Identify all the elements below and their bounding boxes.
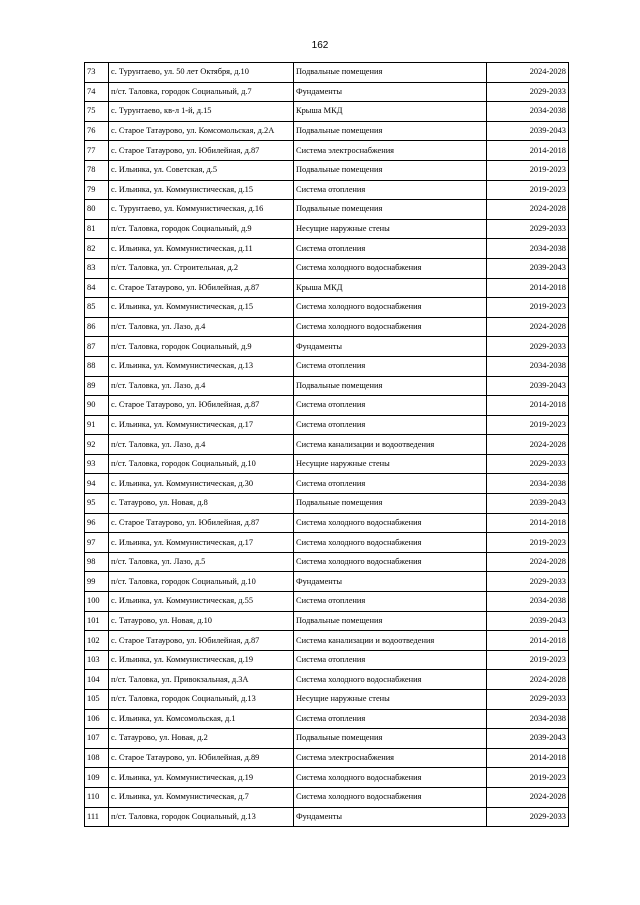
row-number-cell: 87	[85, 337, 109, 357]
row-number-cell: 76	[85, 121, 109, 141]
table-row	[85, 454, 569, 474]
table-row	[85, 552, 569, 572]
address-cell: п/ст. Таловка, ул. Лазо, д.4	[109, 435, 294, 455]
table-row	[85, 807, 569, 827]
address-cell: с. Ильинка, ул. Коммунистическая, д.55	[109, 592, 294, 612]
table-row	[85, 200, 569, 220]
structural-element-cell: Система электроснабжения	[294, 141, 487, 161]
period-cell: 2014-2018	[487, 278, 569, 298]
structural-element-cell: Система канализации и водоотведения	[294, 435, 487, 455]
period-cell: 2034-2038	[487, 709, 569, 729]
table-row	[85, 670, 569, 690]
row-number-cell: 75	[85, 102, 109, 122]
period-cell: 2014-2018	[487, 141, 569, 161]
structural-element-cell: Система холодного водоснабжения	[294, 513, 487, 533]
structural-element-cell: Система холодного водоснабжения	[294, 317, 487, 337]
period-cell: 2029-2033	[487, 572, 569, 592]
period-cell: 2024-2028	[487, 670, 569, 690]
address-cell: с. Старое Татаурово, ул. Юбилейная, д.87	[109, 278, 294, 298]
period-cell: 2034-2038	[487, 102, 569, 122]
row-number-cell: 77	[85, 141, 109, 161]
period-cell: 2039-2043	[487, 494, 569, 514]
structural-element-cell: Подвальные помещения	[294, 494, 487, 514]
address-cell: п/ст. Таловка, ул. Строительная, д.2	[109, 258, 294, 278]
structural-element-cell: Подвальные помещения	[294, 376, 487, 396]
repair-schedule-table	[84, 62, 569, 827]
period-cell: 2019-2023	[487, 415, 569, 435]
row-number-cell: 89	[85, 376, 109, 396]
row-number-cell: 103	[85, 650, 109, 670]
structural-element-cell: Подвальные помещения	[294, 200, 487, 220]
row-number-cell: 83	[85, 258, 109, 278]
period-cell: 2029-2033	[487, 807, 569, 827]
period-cell: 2034-2038	[487, 474, 569, 494]
address-cell: с. Ильинка, ул. Коммунистическая, д.19	[109, 650, 294, 670]
period-cell: 2034-2038	[487, 239, 569, 259]
structural-element-cell: Система отопления	[294, 239, 487, 259]
address-cell: п/ст. Таловка, городок Социальный, д.13	[109, 690, 294, 710]
address-cell: с. Ильинка, ул. Коммунистическая, д.30	[109, 474, 294, 494]
row-number-cell: 93	[85, 454, 109, 474]
table-row	[85, 258, 569, 278]
table-row	[85, 219, 569, 239]
table-row	[85, 298, 569, 318]
table-row	[85, 768, 569, 788]
table-row	[85, 533, 569, 553]
address-cell: с. Ильинка, ул. Комсомольская, д.1	[109, 709, 294, 729]
period-cell: 2039-2043	[487, 729, 569, 749]
row-number-cell: 86	[85, 317, 109, 337]
structural-element-cell: Система отопления	[294, 650, 487, 670]
period-cell: 2039-2043	[487, 258, 569, 278]
address-cell: с. Турунтаево, ул. 50 лет Октября, д.10	[109, 63, 294, 83]
address-cell: п/ст. Таловка, ул. Привокзальная, д.3А	[109, 670, 294, 690]
row-number-cell: 99	[85, 572, 109, 592]
address-cell: с. Турунтаево, ул. Коммунистическая, д.16	[109, 200, 294, 220]
structural-element-cell: Система холодного водоснабжения	[294, 533, 487, 553]
period-cell: 2029-2033	[487, 454, 569, 474]
period-cell: 2014-2018	[487, 631, 569, 651]
row-number-cell: 90	[85, 396, 109, 416]
table-row	[85, 376, 569, 396]
address-cell: с. Ильинка, ул. Коммунистическая, д.17	[109, 415, 294, 435]
structural-element-cell: Система отопления	[294, 356, 487, 376]
table-row	[85, 141, 569, 161]
structural-element-cell: Фундаменты	[294, 337, 487, 357]
address-cell: с. Татаурово, ул. Новая, д.10	[109, 611, 294, 631]
structural-element-cell: Система отопления	[294, 592, 487, 612]
structural-element-cell: Система холодного водоснабжения	[294, 552, 487, 572]
structural-element-cell: Подвальные помещения	[294, 121, 487, 141]
table-row	[85, 513, 569, 533]
row-number-cell: 106	[85, 709, 109, 729]
row-number-cell: 81	[85, 219, 109, 239]
period-cell: 2029-2033	[487, 219, 569, 239]
period-cell: 2014-2018	[487, 396, 569, 416]
structural-element-cell: Система отопления	[294, 180, 487, 200]
period-cell: 2034-2038	[487, 592, 569, 612]
period-cell: 2029-2033	[487, 337, 569, 357]
address-cell: с. Ильинка, ул. Советская, д.5	[109, 160, 294, 180]
address-cell: п/ст. Таловка, городок Социальный, д.9	[109, 219, 294, 239]
address-cell: с. Старое Татаурово, ул. Юбилейная, д.87	[109, 513, 294, 533]
structural-element-cell: Система холодного водоснабжения	[294, 258, 487, 278]
period-cell: 2014-2018	[487, 748, 569, 768]
structural-element-cell: Система канализации и водоотведения	[294, 631, 487, 651]
period-cell: 2024-2028	[487, 200, 569, 220]
structural-element-cell: Система отопления	[294, 709, 487, 729]
row-number-cell: 84	[85, 278, 109, 298]
table-row	[85, 690, 569, 710]
row-number-cell: 78	[85, 160, 109, 180]
row-number-cell: 101	[85, 611, 109, 631]
address-cell: п/ст. Таловка, городок Социальный, д.10	[109, 454, 294, 474]
period-cell: 2019-2023	[487, 298, 569, 318]
period-cell: 2019-2023	[487, 160, 569, 180]
address-cell: с. Ильинка, ул. Коммунистическая, д.13	[109, 356, 294, 376]
address-cell: п/ст. Таловка, ул. Лазо, д.5	[109, 552, 294, 572]
row-number-cell: 79	[85, 180, 109, 200]
structural-element-cell: Система электроснабжения	[294, 748, 487, 768]
period-cell: 2019-2023	[487, 768, 569, 788]
structural-element-cell: Несущие наружные стены	[294, 219, 487, 239]
address-cell: с. Старое Татаурово, ул. Юбилейная, д.87	[109, 396, 294, 416]
row-number-cell: 96	[85, 513, 109, 533]
row-number-cell: 91	[85, 415, 109, 435]
period-cell: 2019-2023	[487, 180, 569, 200]
row-number-cell: 105	[85, 690, 109, 710]
structural-element-cell: Подвальные помещения	[294, 160, 487, 180]
structural-element-cell: Несущие наружные стены	[294, 454, 487, 474]
row-number-cell: 74	[85, 82, 109, 102]
table-row	[85, 239, 569, 259]
table-row	[85, 611, 569, 631]
address-cell: с. Татаурово, ул. Новая, д.8	[109, 494, 294, 514]
structural-element-cell: Система холодного водоснабжения	[294, 670, 487, 690]
period-cell: 2024-2028	[487, 63, 569, 83]
period-cell: 2029-2033	[487, 690, 569, 710]
table-row	[85, 650, 569, 670]
table-row	[85, 63, 569, 83]
table-row	[85, 494, 569, 514]
row-number-cell: 82	[85, 239, 109, 259]
table-row	[85, 415, 569, 435]
table-row	[85, 592, 569, 612]
row-number-cell: 100	[85, 592, 109, 612]
row-number-cell: 102	[85, 631, 109, 651]
table-row	[85, 435, 569, 455]
table-row	[85, 396, 569, 416]
address-cell: с. Старое Татаурово, ул. Юбилейная, д.89	[109, 748, 294, 768]
table-row	[85, 729, 569, 749]
structural-element-cell: Фундаменты	[294, 807, 487, 827]
structural-element-cell: Крыша МКД	[294, 278, 487, 298]
period-cell: 2024-2028	[487, 435, 569, 455]
address-cell: с. Старое Татаурово, ул. Юбилейная, д.87	[109, 631, 294, 651]
row-number-cell: 104	[85, 670, 109, 690]
address-cell: с. Ильинка, ул. Коммунистическая, д.15	[109, 180, 294, 200]
row-number-cell: 85	[85, 298, 109, 318]
structural-element-cell: Подвальные помещения	[294, 729, 487, 749]
row-number-cell: 94	[85, 474, 109, 494]
row-number-cell: 80	[85, 200, 109, 220]
period-cell: 2029-2033	[487, 82, 569, 102]
address-cell: с. Ильинка, ул. Коммунистическая, д.15	[109, 298, 294, 318]
row-number-cell: 73	[85, 63, 109, 83]
address-cell: п/ст. Таловка, городок Социальный, д.7	[109, 82, 294, 102]
address-cell: п/ст. Таловка, городок Социальный, д.9	[109, 337, 294, 357]
table-row	[85, 102, 569, 122]
structural-element-cell: Фундаменты	[294, 82, 487, 102]
structural-element-cell: Система отопления	[294, 415, 487, 435]
structural-element-cell: Подвальные помещения	[294, 611, 487, 631]
period-cell: 2024-2028	[487, 317, 569, 337]
structural-element-cell: Система холодного водоснабжения	[294, 787, 487, 807]
page-number: 162	[311, 40, 329, 51]
address-cell: с. Старое Татаурово, ул. Юбилейная, д.87	[109, 141, 294, 161]
table-row	[85, 631, 569, 651]
structural-element-cell: Система отопления	[294, 474, 487, 494]
address-cell: с. Турунтаево, кв-л 1-й, д.15	[109, 102, 294, 122]
table-row	[85, 474, 569, 494]
table-row	[85, 572, 569, 592]
table-row	[85, 337, 569, 357]
period-cell: 2024-2028	[487, 552, 569, 572]
structural-element-cell: Система холодного водоснабжения	[294, 298, 487, 318]
row-number-cell: 111	[85, 807, 109, 827]
row-number-cell: 108	[85, 748, 109, 768]
structural-element-cell: Несущие наружные стены	[294, 690, 487, 710]
table-row	[85, 180, 569, 200]
period-cell: 2039-2043	[487, 611, 569, 631]
period-cell: 2014-2018	[487, 513, 569, 533]
address-cell: с. Старое Татаурово, ул. Комсомольская, д.2А	[109, 121, 294, 141]
address-cell: п/ст. Таловка, городок Социальный, д.10	[109, 572, 294, 592]
structural-element-cell: Система отопления	[294, 396, 487, 416]
table-row	[85, 748, 569, 768]
row-number-cell: 110	[85, 787, 109, 807]
structural-element-cell: Подвальные помещения	[294, 63, 487, 83]
row-number-cell: 88	[85, 356, 109, 376]
row-number-cell: 97	[85, 533, 109, 553]
table-body	[85, 63, 569, 827]
period-cell: 2039-2043	[487, 376, 569, 396]
row-number-cell: 95	[85, 494, 109, 514]
row-number-cell: 107	[85, 729, 109, 749]
table-row	[85, 278, 569, 298]
table-row	[85, 121, 569, 141]
row-number-cell: 92	[85, 435, 109, 455]
table-row	[85, 160, 569, 180]
table-row	[85, 356, 569, 376]
row-number-cell: 98	[85, 552, 109, 572]
address-cell: п/ст. Таловка, ул. Лазо, д.4	[109, 376, 294, 396]
table-row	[85, 317, 569, 337]
table-row	[85, 709, 569, 729]
period-cell: 2034-2038	[487, 356, 569, 376]
period-cell: 2039-2043	[487, 121, 569, 141]
address-cell: с. Ильинка, ул. Коммунистическая, д.7	[109, 787, 294, 807]
table-row	[85, 787, 569, 807]
table-row	[85, 82, 569, 102]
period-cell: 2024-2028	[487, 787, 569, 807]
address-cell: с. Ильинка, ул. Коммунистическая, д.11	[109, 239, 294, 259]
structural-element-cell: Система холодного водоснабжения	[294, 768, 487, 788]
address-cell: с. Ильинка, ул. Коммунистическая, д.17	[109, 533, 294, 553]
period-cell: 2019-2023	[487, 533, 569, 553]
period-cell: 2019-2023	[487, 650, 569, 670]
address-cell: с. Ильинка, ул. Коммунистическая, д.19	[109, 768, 294, 788]
address-cell: п/ст. Таловка, городок Социальный, д.13	[109, 807, 294, 827]
address-cell: с. Татаурово, ул. Новая, д.2	[109, 729, 294, 749]
row-number-cell: 109	[85, 768, 109, 788]
structural-element-cell: Фундаменты	[294, 572, 487, 592]
structural-element-cell: Крыша МКД	[294, 102, 487, 122]
address-cell: п/ст. Таловка, ул. Лазо, д.4	[109, 317, 294, 337]
